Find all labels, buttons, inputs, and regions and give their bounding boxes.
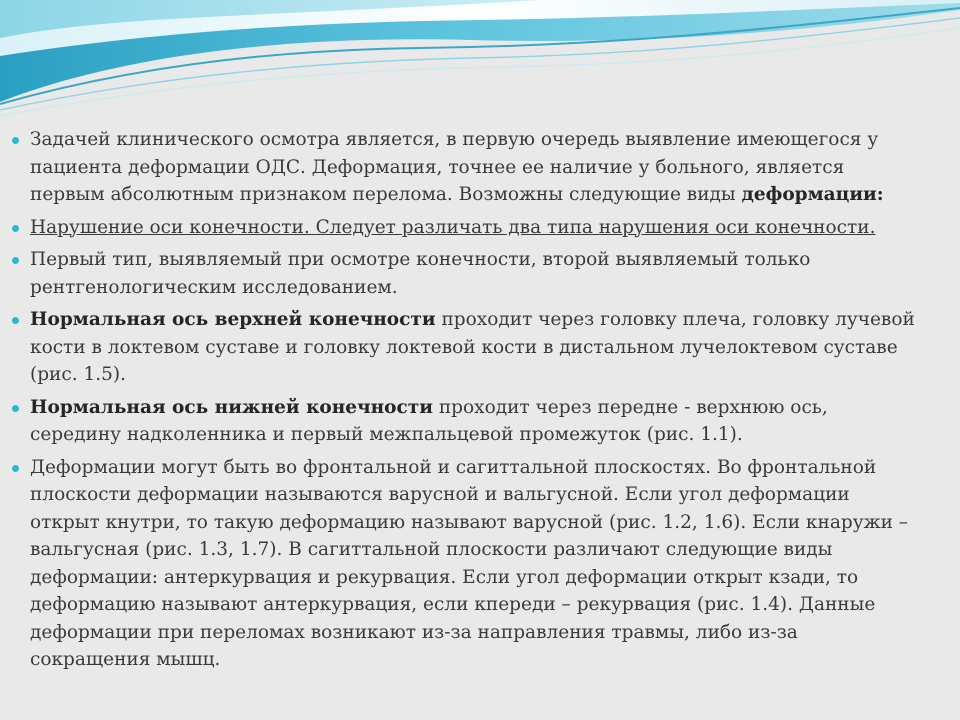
slide-content	[12, 126, 917, 679]
paragraph-text: Первый тип, выявляемый при осмотре конечности, второй выявляемый только рентгенологическим исследованием.	[30, 249, 811, 298]
paragraph-strong: Нормальная ось нижней конечности	[30, 396, 433, 418]
bullet-icon	[12, 405, 19, 412]
paragraph-upper-limb-axis	[12, 306, 917, 389]
paragraph-first-type	[12, 246, 917, 301]
paragraph-strong: Нормальная ось верхней конечности	[30, 309, 436, 330]
paragraph-axis-disorder	[12, 214, 917, 242]
wave-header-decoration	[0, 0, 960, 120]
paragraph-text: проходит через передне - верхнюю ось, середину надколенника и первый межпальцевой промежуток (рис. 1.1).	[30, 396, 828, 445]
bullet-icon	[12, 137, 19, 144]
paragraph-text: проходит через головку плеча, головку лучевой кости в локтевом суставе и головку локтевой кости в дистальном лучелоктевом суставе (рис. 1.5).	[30, 309, 915, 385]
paragraph-underlined: Нарушение оси конечности. Следует различать два типа нарушения оси конечности.	[30, 216, 876, 238]
paragraph-deformation-planes	[12, 454, 917, 674]
paragraph-lower-limb-axis	[12, 394, 917, 449]
paragraph-strong: деформации:	[741, 184, 884, 205]
paragraph-text: Задачей клинического осмотра является, в первую очередь выявление имеющегося у пациента деформации ОДС. Деформация, точнее ее наличие у больного, является первым абсолютным признаком перелома. Возможны следующие виды	[30, 129, 879, 205]
paragraph-text: Деформации могут быть во фронтальной и сагиттальной плоскостях. Во фронтальной плоскости деформации называются варусной и вальгусной. Если угол деформации открыт кнутри, то такую деформацию называют варусной (рис. 1.2, 1.6). Если кнаружи – вальгусная (рис. 1.3, 1.7). В сагиттальной плоскости различают следующие виды деформации: антеркурвация и рекурвация. Если угол деформации открыт кзади, то деформацию называют антеркурвация, если кпереди – рекурвация (рис. 1.4). Данные деформации при переломах возникают из-за направления травмы, либо из-за сокращения мышц.	[30, 456, 909, 670]
paragraph-task	[12, 126, 917, 209]
bullet-icon	[12, 225, 19, 232]
bullet-icon	[12, 465, 19, 472]
bullet-icon	[12, 257, 19, 264]
bullet-icon	[12, 317, 19, 324]
